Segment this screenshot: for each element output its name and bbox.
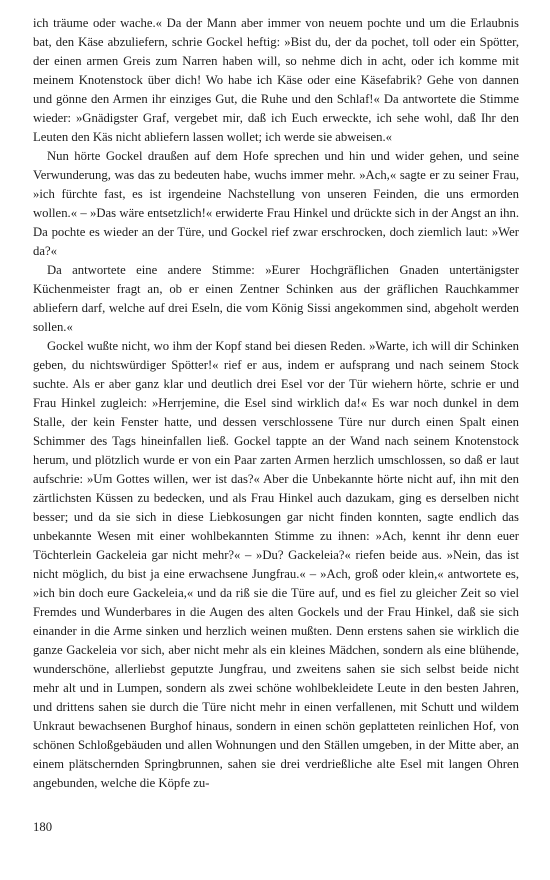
paragraph: Da antwortete eine andere Stimme: »Eurer Hochgräflichen Gnaden untertänigster Küchenmeister fragt an, ob er einen Zentner Schinken aus der gräflichen Rauchkammer abliefern darf, welche auf drei Eseln, die vom König Sissi angekommen sind, abgeholt werden sollen.«	[33, 263, 519, 334]
body-text	[33, 14, 519, 793]
paragraph: Gockel wußte nicht, wo ihm der Kopf stand bei diesen Reden. »Warte, ich will dir Schinken geben, du nichtswürdiger Spötter!« rief er aus, indem er aufsprang und nach seinem Stock suchte. Als er aber ganz klar und deutlich drei Esel vor der Tür wiehern hörte, schrie er und Frau Hinkel zugleich: »Herrjemine, die Esel sind wirklich da!« Es war noch dunkel in dem Stalle, der kein Fenster hatte, und dessen verschlossene Türe nur durch einen Spalt einen Schimmer des Tags hineinfallen ließ. Gockel tappte an der Wand nach seinem Knotenstock herum, und plötzlich wurde er von ein Paar zarten Armen herzlich umschlossen, so daß er laut aufschrie: »Um Gottes willen, wer ist das?« Aber die Unbekannte hörte nicht auf, ihn mit den zärtlichsten Küssen zu bedecken, und als Frau Hinkel auch dazukam, ging es derselben nicht besser; und da sie sich in diese Liebkosungen gar nicht finden konnten, sagte endlich das unbekannte Wesen mit einer wohlbekannten Stimme zu ihnen: »Ach, kennt ihr denn euer Töchterlein Gackeleia gar nicht mehr?« – »Du? Gackeleia?« riefen beide aus. »Nein, das ist nicht möglich, du bist ja eine erwachsene Jungfrau.« – »Ach, groß oder klein,« antwortete es, »ich bin doch eure Gackeleia,« und da riß sie die Türe auf, und es fiel zu gleicher Zeit so viel Fremdes und Wunderbares in die Augen des alten Gockels und der Frau Hinkel, daß sie sich einander in die Arme sinken und herzlich weinen mußten. Denn erstens sahen sie wirklich die ganze Gackeleia vor sich, aber nicht mehr als ein kleines Mädchen, sondern als eine blühende, wunderschöne, allerliebst geputzte Jungfrau, und zweitens sahen sie sich selbst beide nicht mehr alt und in Lumpen, sondern als zwei schöne wohlbekleidete Leute in den besten Jahren, und drittens sahen sie durch die Türe nicht mehr in einen verfallenen, mit Schutt und wildem Unkraut bewachsenen Burghof hinaus, sondern in einen schön geplatteten reinlichen Hof, von schönen Schloßgebäuden und allen Wohnungen und den Ställen umgeben, in der Mitte aber, an einem plätschernden Springbrunnen, sahen sie drei verdrießliche alte Esel mit langen Ohren angebunden, welche die Köpfe zu-	[33, 339, 519, 790]
paragraph: ich träume oder wache.« Da der Mann aber immer von neuem pochte und um die Erlaubnis bat, den Käse abzuliefern, schrie Gockel heftig: »Bist du, der da pochet, toll oder ein Spötter, der einen armen Greis zum Narren haben will, so nehme dich in acht, oder ich komme mit meinem Knotenstock über dich! Wo habe ich Käse oder eine Käsefabrik? Gehe von dannen und gönne den Armen ihr einziges Gut, die Ruhe und den Schlaf!« Da antwortete die Stimme wieder: »Gnädigster Graf, vergebet mir, daß ich Euch erweckte, ich sehe wohl, daß Ihr den Leuten den Käs nicht abliefern lassen wollet; ich werde sie abweisen.«	[33, 16, 519, 144]
page-number: 180	[33, 820, 53, 834]
paragraph: Nun hörte Gockel draußen auf dem Hofe sprechen und hin und wider gehen, und seine Verwunderung, was das zu bedeuten habe, wuchs immer mehr. »Ach,« sagte er zu seiner Frau, »ich fürchte fast, es ist irgendeine Nachstellung von unseren Feinden, die uns ermorden wollen.« – »Das wäre entsetzlich!« erwiderte Frau Hinkel und drückte sich in der Angst an ihn. Da pochte es wieder an der Türe, und Gockel rief zwar erschrocken, doch ziemlich laut: »Wer da?«	[33, 149, 519, 258]
